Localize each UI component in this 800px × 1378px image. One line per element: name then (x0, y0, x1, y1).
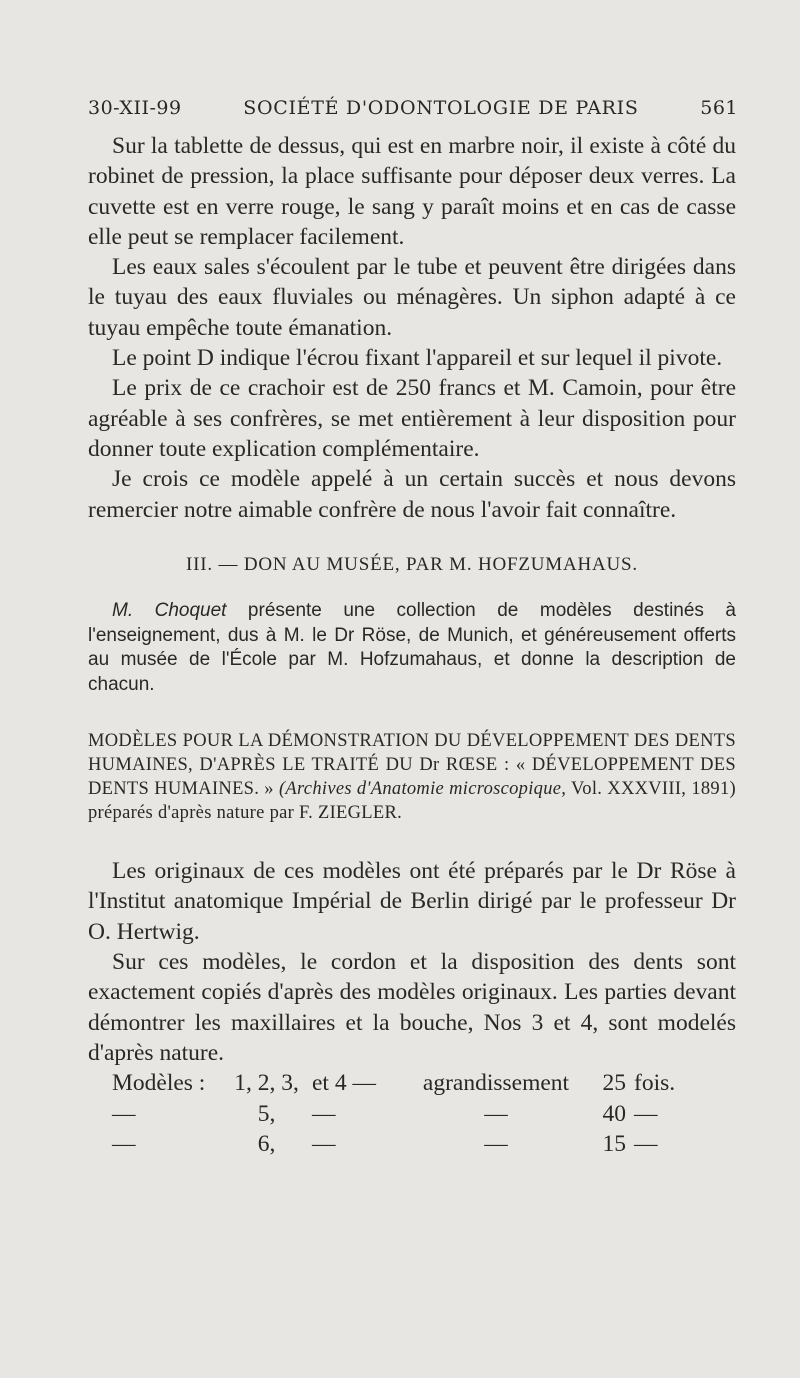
table-cell: — (484, 1131, 508, 1158)
page-number: 561 (700, 97, 738, 119)
header-title: SOCIÉTÉ D'ODONTOLOGIE DE PARIS (243, 97, 639, 119)
table-cell: et 4 — (312, 1070, 376, 1097)
models-title-tail: Vol. XXXVIII, 1891) préparés d'après nature par F. ZIEGLER. (88, 779, 736, 824)
table-cell: 40 (602, 1100, 626, 1127)
paragraph: Je crois ce modèle appelé à un certain succès et nous devons remercier notre aimable confrère de nous l'avoir fait connaître. (88, 466, 736, 523)
models-table (88, 1068, 736, 1160)
table-cell: 5, (257, 1100, 276, 1127)
table-cell: 1, 2, 3, (234, 1070, 299, 1097)
paragraph: Le prix de ce crachoir est de 250 francs et M. Camoin, pour être agréable à ses confrères, se met entièrement à leur disposition pour donner toute explication complémentaire. (88, 375, 736, 462)
models-title-lead: MODÈLES POUR LA DÉMONSTRATION DU DÉVELOPPEMENT DES DENTS HUMAINES, D'APRÈS LE TRAITÉ DU Dr RŒSE : « DÉVELOPPEMENT DES DENTS HUMAINES. » (88, 731, 736, 800)
journal-title: (Archives d'Anatomie microscopique, (278, 779, 567, 800)
paragraph: Sur la tablette de dessus, qui est en marbre noir, il existe à côté du robinet de pression, la place suffisante pour déposer deux verres. La cuvette est en verre rouge, le sang y paraît moins et en cas de casse elle peut se remplacer facilement. (88, 133, 736, 250)
choquet-paragraph (88, 599, 736, 698)
paragraph: Sur ces modèles, le cordon et la disposition des dents sont exactement copiés d'après des modèles originaux. Les parties devant démontrer les maxillaires et la bouche, Nos 3 et 4, sont modelés d'après nature. (88, 948, 736, 1066)
paragraph: Les originaux de ces modèles ont été préparés par le Dr Röse à l'Institut anatomique Impérial de Berlin dirigé par le professeur Dr O. Hertwig. (88, 858, 736, 945)
models-title (88, 729, 736, 825)
choquet-text: présente une collection de modèles destinés à l'enseignement, dus à M. le Dr Röse, de Munich, et généreusement offerts au musée de l'École par M. Hofzumahaus, et donne la description de chacun. (88, 599, 736, 696)
page-body (88, 131, 736, 1160)
table-cell: — (634, 1131, 658, 1158)
table-cell: 6, (257, 1131, 276, 1158)
table-row (88, 1129, 736, 1160)
header-date: 30-XII-99 (88, 97, 182, 119)
running-header (88, 97, 738, 119)
table-cell: 15 (602, 1131, 626, 1158)
table-row (88, 1068, 736, 1099)
table-cell: — (112, 1131, 136, 1158)
table-cell: — (312, 1100, 336, 1127)
table-cell: — (312, 1131, 336, 1158)
table-cell: — (634, 1100, 658, 1127)
table-row (88, 1099, 736, 1130)
table-cell: Modèles : (112, 1070, 206, 1097)
table-cell: 25 (602, 1070, 626, 1097)
paragraph: Les eaux sales s'écoulent par le tube et peuvent être dirigées dans le tuyau des eaux fluviales ou ménagères. Un siphon adapté à ce tuyau empêche toute émanation. (88, 254, 736, 341)
section-heading: III. — DON AU MUSÉE, PAR M. HOFZUMAHAUS. (186, 553, 638, 575)
table-cell: fois. (634, 1070, 676, 1097)
speaker-name: M. Choquet (112, 599, 227, 621)
table-cell: — (112, 1100, 136, 1127)
paragraph: Le point D indique l'écrou fixant l'appareil et sur lequel il pivote. (112, 345, 723, 372)
table-cell: agrandissement (422, 1070, 570, 1097)
table-cell: — (484, 1100, 508, 1127)
